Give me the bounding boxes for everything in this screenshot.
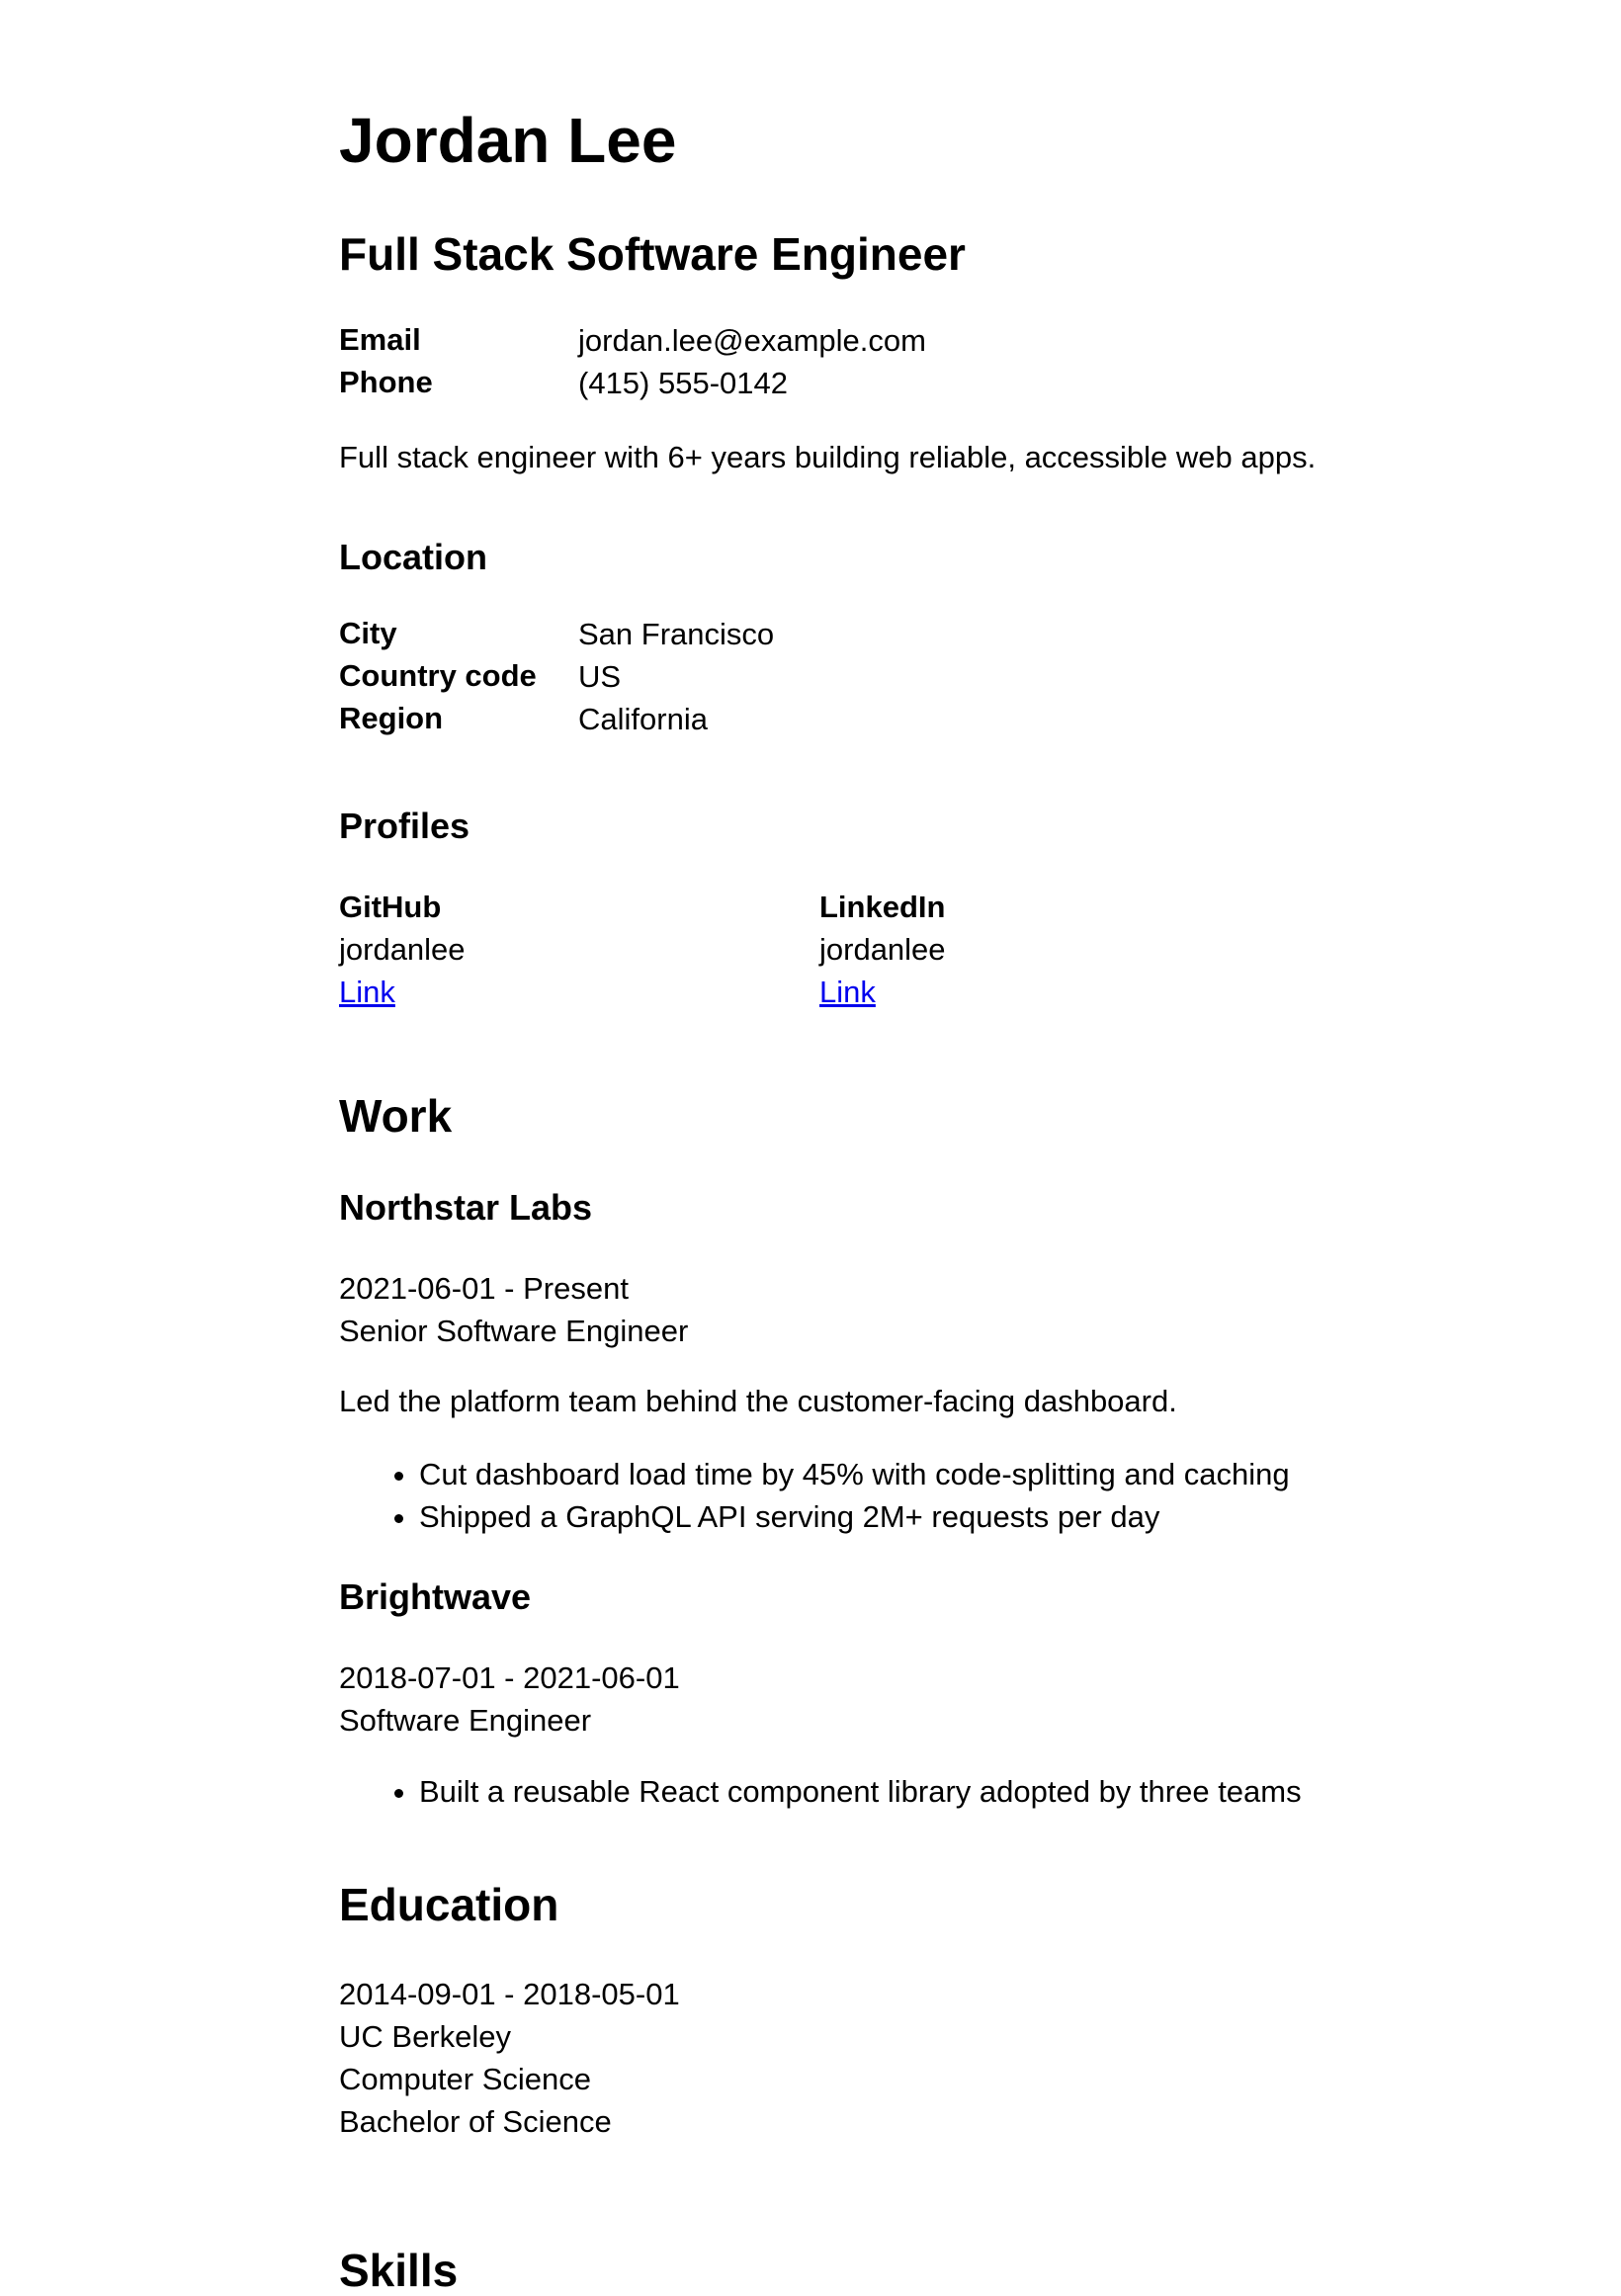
location-region-row — [339, 701, 774, 743]
work-position: Software Engineer — [339, 1703, 592, 1738]
region-label: Region — [339, 701, 444, 735]
profile-network: GitHub — [339, 890, 442, 924]
contact-list — [339, 322, 926, 407]
profile-link[interactable]: Link — [819, 975, 876, 1009]
education-area: Computer Science — [339, 2062, 592, 2096]
profile-link[interactable]: Link — [339, 975, 395, 1009]
education-dates: 2014-09-01 - 2018-05-01 — [339, 1977, 680, 2011]
work-company: Brightwave — [339, 1576, 532, 1617]
country-label: Country code — [339, 658, 537, 693]
contact-email-row — [339, 322, 926, 365]
work-highlights — [339, 1770, 1302, 1813]
work-company: Northstar Labs — [339, 1187, 593, 1228]
phone-label: Phone — [339, 365, 433, 399]
city-label: City — [339, 616, 397, 650]
profile-username: jordanlee — [339, 932, 466, 967]
location-city-row — [339, 616, 774, 658]
list-item: • Cut dashboard load time by 45% with code-splitting and caching — [419, 1453, 1290, 1495]
country-value: US — [578, 659, 622, 694]
list-item: • Shipped a GraphQL API serving 2M+ requests per day — [419, 1495, 1290, 1538]
work-heading: Work — [339, 1090, 453, 1142]
work-dates: 2018-07-01 - 2021-06-01 — [339, 1660, 680, 1695]
work-meta — [339, 1267, 688, 1352]
summary-text: Full stack engineer with 6+ years building reliable, accessible web apps. — [339, 440, 1317, 474]
contact-phone-row — [339, 365, 926, 407]
skills-heading: Skills — [339, 2245, 459, 2296]
profiles-heading: Profiles — [339, 806, 470, 846]
profile-linkedin — [819, 886, 946, 1013]
work-meta — [339, 1657, 680, 1742]
phone-value: (415) 555-0142 — [578, 366, 788, 400]
work-summary: Led the platform team behind the customer-facing dashboard. — [339, 1384, 1177, 1418]
list-item: • Built a reusable React component library adopted by three teams — [419, 1770, 1302, 1813]
work-dates: 2021-06-01 - Present — [339, 1271, 629, 1306]
resume-name: Jordan Lee — [339, 105, 677, 176]
profile-username: jordanlee — [819, 932, 946, 967]
work-highlights — [339, 1453, 1290, 1538]
profile-github — [339, 886, 466, 1013]
education-study-type: Bachelor of Science — [339, 2104, 612, 2139]
work-position: Senior Software Engineer — [339, 1314, 689, 1348]
resume-label: Full Stack Software Engineer — [339, 228, 966, 280]
location-list — [339, 616, 774, 743]
city-value: San Francisco — [578, 617, 775, 651]
education-entry — [339, 1973, 680, 2143]
education-heading: Education — [339, 1879, 559, 1930]
region-value: California — [578, 702, 708, 736]
education-institution: UC Berkeley — [339, 2019, 511, 2054]
location-country-row — [339, 658, 774, 701]
location-heading: Location — [339, 537, 487, 577]
email-value: jordan.lee@example.com — [578, 323, 926, 358]
profile-network: LinkedIn — [819, 890, 946, 924]
email-label: Email — [339, 322, 421, 357]
